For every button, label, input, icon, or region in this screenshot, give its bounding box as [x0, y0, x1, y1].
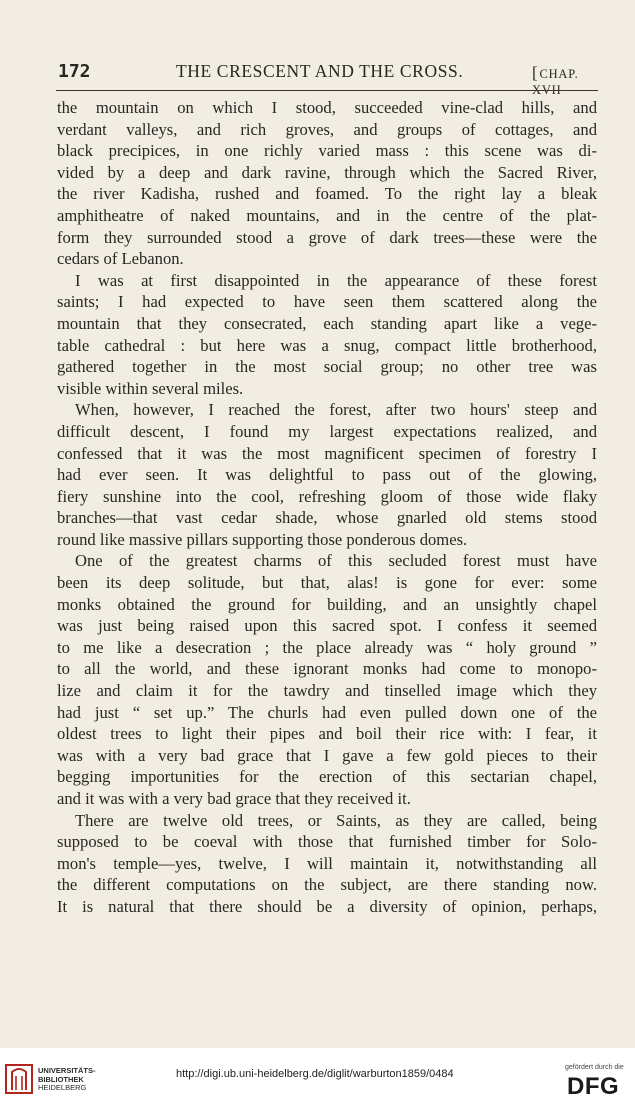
text-line: cedars of Lebanon.: [57, 249, 184, 269]
chapter-bracket: [: [532, 63, 539, 82]
text-line: been its deep solitude, but that, alas! is gone for ever: some: [57, 573, 597, 593]
text-line: supposed to be coeval with those that furnished timber for Solo-: [57, 832, 597, 852]
text-line: difficult descent, I found my largest expectations realized, and: [57, 421, 597, 441]
text-line: mountain that they consecrated, each standing apart like a vege-: [57, 313, 597, 333]
text-line: branches—that vast cedar shade, whose gnarled old stems stood: [57, 508, 597, 528]
text-line: black precipices, in one richly varied mass : this scene was di-: [57, 141, 597, 161]
text-line: saints; I had expected to have seen them scattered along the: [57, 292, 597, 312]
text-line: the different computations on the subject, are there standing now.: [57, 875, 597, 895]
text-line: to all the world, and these ignorant monks had come to monopo-: [57, 659, 597, 679]
text-line: oldest trees to light their pipes and boil their rice with: I fear, it: [57, 724, 597, 744]
text-line: the mountain on which I stood, succeeded vine-clad hills, and: [57, 98, 597, 117]
text-line: was just being raised upon this sacred spot. I confess it seemed: [57, 616, 597, 636]
text-line: the river Kadisha, rushed and foamed. To the right lay a bleak: [57, 184, 597, 204]
running-title: THE CRESCENT AND THE CROSS.: [176, 61, 464, 81]
library-line: HEIDELBERG: [38, 1083, 87, 1092]
digitization-footer: [0, 1048, 635, 1104]
text-line: had just “ set up.” The churls had even pulled down one of the: [57, 702, 597, 722]
text-line: table cathedral : but here was a snug, compact little brotherhood,: [57, 335, 597, 355]
text-line: confessed that it was the most magnificent specimen of forestry I: [57, 443, 597, 463]
text-line: gathered together in the most social group; no other tree was: [57, 357, 597, 377]
text-line: fiery sunshine into the cool, refreshing gloom of those wide flaky: [57, 486, 597, 506]
text-line: verdant valleys, and rich groves, and groups of cottages, and: [57, 119, 597, 139]
text-line: round like massive pillars supporting those ponderous domes.: [57, 529, 468, 549]
library-name: [38, 1067, 96, 1093]
text-line: had ever seen. It was delightful to pass out of the glowing,: [57, 465, 597, 485]
text-line: was with a very bad grace that I gave a few gold pieces to their: [57, 745, 597, 765]
text-line: visible within several miles.: [57, 378, 244, 398]
text-line: to me like a desecration ; the place already was “ holy ground ”: [57, 637, 597, 657]
text-line: and it was with a very bad grace that they received it.: [57, 789, 411, 808]
funder-logo: DFG: [567, 1073, 620, 1100]
library-line: BIBLIOTHEK: [38, 1074, 84, 1084]
chapter-text: CHAP. XVII: [532, 67, 579, 97]
text-line: begging importunities for the erection of this sectarian chapel,: [57, 767, 597, 787]
page-number: 172: [58, 61, 91, 82]
text-line: lize and claim it for the tawdry and tinselled image which they: [57, 681, 597, 701]
source-url[interactable]: http://digi.ub.uni-heidelberg.de/diglit/warburton1859/0484: [176, 1068, 454, 1080]
library-line: UNIVERSITÄTS-: [38, 1066, 96, 1075]
text-line: mon's temple—yes, twelve, I will maintain it, notwithstanding all: [57, 853, 597, 873]
chapter-label: [532, 63, 598, 98]
text-line: monks obtained the ground for building, and an unsightly chapel: [57, 594, 597, 614]
text-line: I was at first disappointed in the appearance of these forest: [75, 270, 597, 290]
text-line: There are twelve old trees, or Saints, as they are called, being: [75, 810, 597, 830]
text-line: vided by a deep and dark ravine, through which the Sacred River,: [57, 162, 597, 182]
text-line: One of the greatest charms of this secluded forest must have: [75, 551, 597, 571]
funded-by-label: gefördert durch die: [565, 1064, 624, 1071]
text-line: It is natural that there should be a diversity of opinion, perhaps,: [57, 896, 597, 916]
header-rule: [56, 90, 598, 91]
running-header: [58, 58, 598, 97]
text-line: amphitheatre of naked mountains, and in the centre of the plat-: [57, 205, 597, 225]
library-logo-icon: [4, 1062, 34, 1096]
body-text: [57, 97, 597, 918]
text-line: When, however, I reached the forest, after two hours' steep and: [75, 400, 597, 420]
text-line: form they surrounded stood a grove of dark trees—these were the: [57, 227, 597, 247]
